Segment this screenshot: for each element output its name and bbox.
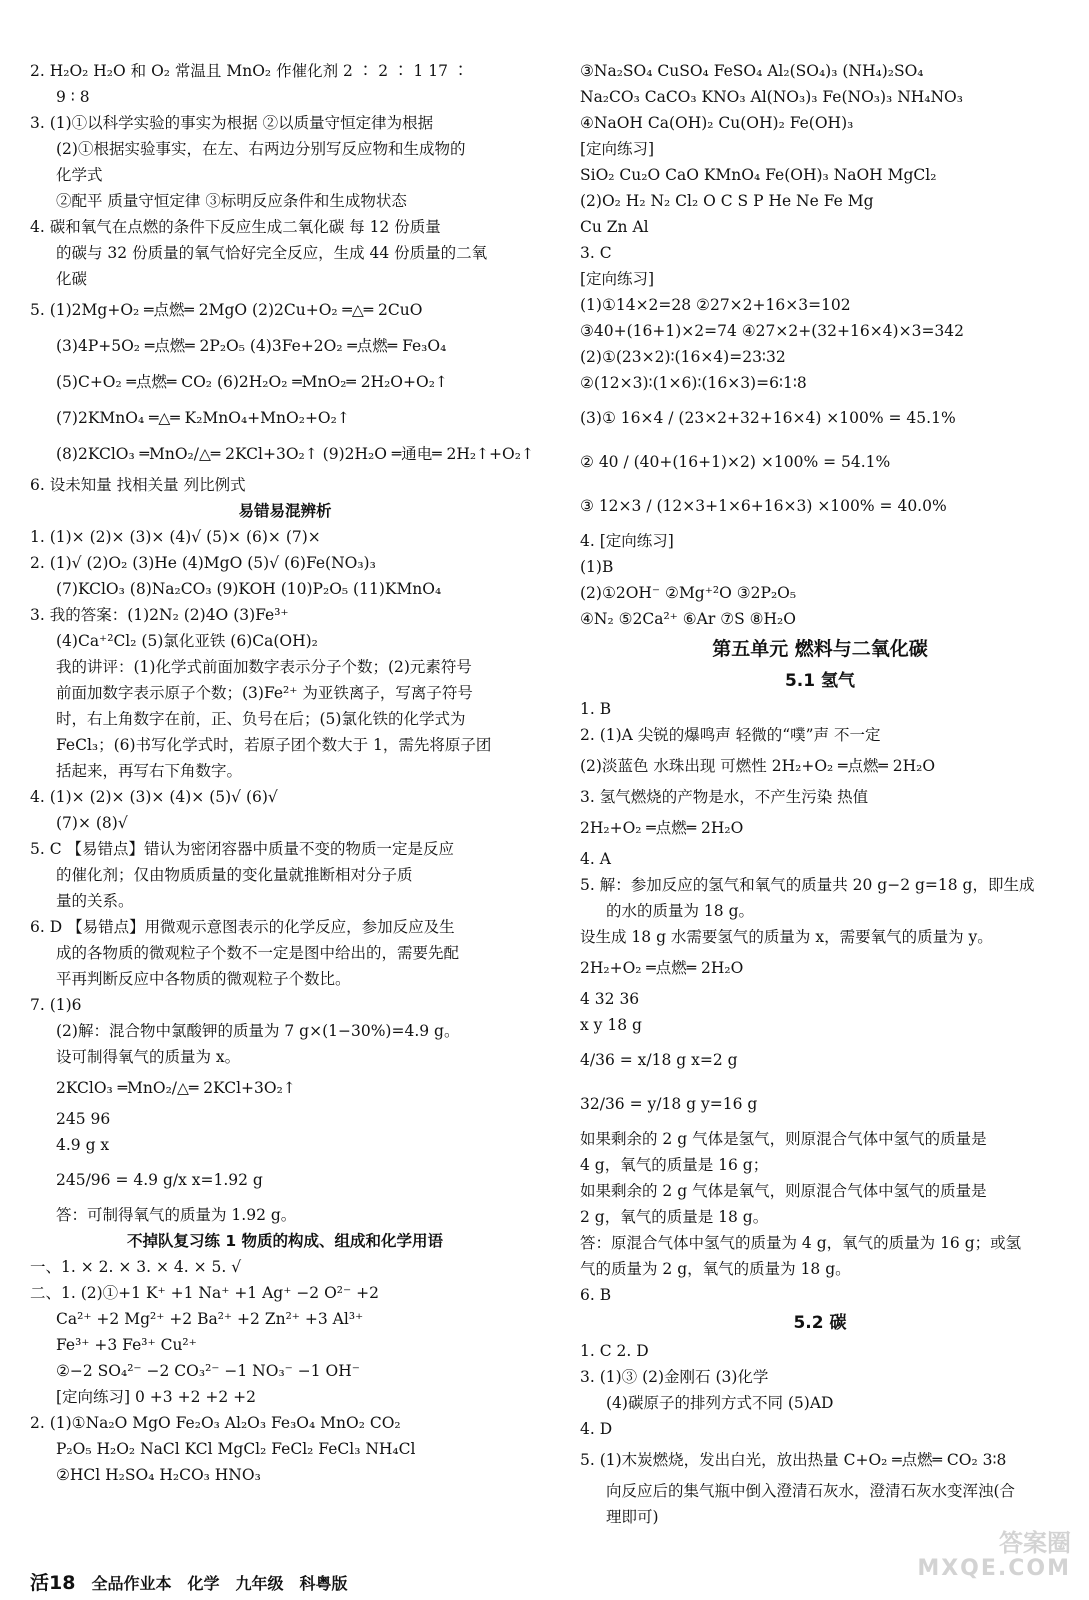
text-line: P₂O₅ H₂O₂ NaCl KCl MgCl₂ FeCl₂ FeCl₃ NH₄Cl xyxy=(56,1440,416,1458)
text-line: 答：原混合气体中氢气的质量为 4 g，氧气的质量为 16 g；或氢 xyxy=(580,1234,1022,1252)
text-line: 5. 解：参加反应的氢气和氧气的质量共 20 g−2 g=18 g，即生成 xyxy=(580,876,1035,894)
text-line: ②配平 质量守恒定律 ③标明反应条件和生成物状态 xyxy=(56,192,407,210)
text-line: 理即可) xyxy=(606,1508,659,1526)
text-line: 向反应后的集气瓶中倒入澄清石灰水，澄清石灰水变浑浊(合 xyxy=(606,1482,1016,1500)
text-line: 5.2 碳 xyxy=(793,1313,847,1333)
text-line: 6. 设未知量 找相关量 列比例式 xyxy=(30,476,246,494)
text-line: 2. (1)A 尖锐的爆鸣声 轻微的“噗”声 不一定 xyxy=(580,726,881,744)
text-line: 4. (1)× (2)× (3)× (4)× (5)√ (6)√ xyxy=(30,788,278,806)
text-line: 5. (1)2Mg+O₂ ═点燃═ 2MgO (2)2Cu+O₂ ═△═ 2CuO xyxy=(30,301,423,319)
page-number: 活18 xyxy=(30,1572,76,1594)
text-line: 4. 碳和氧气在点燃的条件下反应生成二氧化碳 每 12 份质量 xyxy=(30,218,441,236)
site-watermark xyxy=(911,1530,1071,1588)
text-line: 二、1. (2)①+1 K⁺ +1 Na⁺ +1 Ag⁺ −2 O²⁻ +2 xyxy=(30,1284,379,1302)
watermark-domain: MXQE.COM xyxy=(917,1556,1071,1581)
text-line: 设可制得氧气的质量为 x。 xyxy=(56,1048,241,1066)
text-line: (5)C+O₂ ═点燃═ CO₂ (6)2H₂O₂ ═MnO₂═ 2H₂O+O₂↑ xyxy=(56,373,448,391)
watermark-text: 答案圈 xyxy=(999,1529,1071,1557)
text-line: (8)2KClO₃ ═MnO₂/△═ 2KCl+3O₂↑ (9)2H₂O ═通电═ 2H₂↑+O₂↑ xyxy=(56,445,534,463)
text-line: 括起来，再写右下角数字。 xyxy=(56,762,243,780)
text-line: 如果剩余的 2 g 气体是氧气，则原混合气体中氢气的质量是 xyxy=(580,1182,987,1200)
text-line: 2. (1)√ (2)O₂ (3)He (4)MgO (5)√ (6)Fe(NO₃)₃ xyxy=(30,554,376,572)
text-line: 时，右上角数字在前，正、负号在后；(5)氯化铁的化学式为 xyxy=(56,710,466,728)
text-line: 不掉队复习练 1 物质的构成、组成和化学用语 xyxy=(126,1232,444,1250)
left-column xyxy=(30,58,540,1488)
text-line: 32/36 = y/18 g y=16 g xyxy=(580,1095,758,1113)
text-line: 4. A xyxy=(580,850,611,868)
text-line: (2)淡蓝色 水珠出现 可燃性 2H₂+O₂ ═点燃═ 2H₂O xyxy=(580,757,936,775)
text-line: (1)①14×2=28 ②27×2+16×3=102 xyxy=(580,296,851,314)
text-line: Ca²⁺ +2 Mg²⁺ +2 Ba²⁺ +2 Zn²⁺ +3 Al³⁺ xyxy=(56,1310,364,1328)
text-line: (3)4P+5O₂ ═点燃═ 2P₂O₅ (4)3Fe+2O₂ ═点燃═ Fe₃O₄ xyxy=(56,337,447,355)
text-line: 3. 我的答案：(1)2N₂ (2)4O (3)Fe³⁺ xyxy=(30,606,289,624)
text-line: 第五单元 燃料与二氧化碳 xyxy=(712,638,928,660)
text-line: 平再判断反应中各物质的微观粒子个数比。 xyxy=(56,970,351,988)
text-line: 6. B xyxy=(580,1286,612,1304)
text-line: 4. [定向练习] xyxy=(580,532,674,550)
text-line: (2)①2OH⁻ ②Mg⁺²O ③2P₂O₅ xyxy=(580,584,797,602)
text-line: 7. (1)6 xyxy=(30,996,82,1014)
text-line: 2H₂+O₂ ═点燃═ 2H₂O xyxy=(580,959,744,977)
book-title: 全品作业本 xyxy=(91,1574,172,1593)
text-line: (7)KClO₃ (8)Na₂CO₃ (9)KOH (10)P₂O₅ (11)KMnO₄ xyxy=(56,580,442,598)
text-line: [定向练习] xyxy=(580,270,655,288)
text-line: (4)Ca⁺²Cl₂ (5)氯化亚铁 (6)Ca(OH)₂ xyxy=(56,632,318,650)
text-line: 3. C xyxy=(580,244,612,262)
text-line: 1. C 2. D xyxy=(580,1342,649,1360)
text-line: ③ 12×3 / (12×3+1×6+16×3) ×100% = 40.0% xyxy=(580,497,947,515)
text-line: 6. D 【易错点】用微观示意图表示的化学反应，参加反应及生 xyxy=(30,918,455,936)
text-line: 2H₂+O₂ ═点燃═ 2H₂O xyxy=(580,819,744,837)
text-line: 答：可制得氧气的质量为 1.92 g。 xyxy=(56,1206,297,1224)
text-line: [定向练习] xyxy=(580,140,655,158)
text-line: 3. (1)①以科学实验的事实为根据 ②以质量守恒定律为根据 xyxy=(30,114,434,132)
text-line: x y 18 g xyxy=(580,1016,642,1034)
text-line: 如果剩余的 2 g 气体是氢气，则原混合气体中氢气的质量是 xyxy=(580,1130,987,1148)
text-line: 设生成 18 g 水需要氢气的质量为 x，需要氧气的质量为 y。 xyxy=(580,928,993,946)
text-line: (2)O₂ H₂ N₂ Cl₂ O C S P He Ne Fe Mg xyxy=(580,192,874,210)
text-line: ④NaOH Ca(OH)₂ Cu(OH)₂ Fe(OH)₃ xyxy=(580,114,854,132)
text-line: 我的讲评：(1)化学式前面加数字表示分子个数；(2)元素符号 xyxy=(56,658,472,676)
text-line: ②HCl H₂SO₄ H₂CO₃ HNO₃ xyxy=(56,1466,261,1484)
text-line: 9 ∶ 8 xyxy=(56,88,90,106)
text-line: 的催化剂；仅由物质质量的变化量就推断相对分子质 xyxy=(56,866,413,884)
text-line: (1)B xyxy=(580,558,614,576)
text-line: 成的各物质的微观粒子个数不一定是图中给出的，需要先配 xyxy=(56,944,460,962)
text-line: (7)× (8)√ xyxy=(56,814,128,832)
text-line: Cu Zn Al xyxy=(580,218,649,236)
text-line: (3)① 16×4 / (23×2+32+16×4) ×100% = 45.1% xyxy=(580,409,956,427)
text-line: 245 96 xyxy=(56,1110,111,1128)
text-line: (2)①(23×2)∶(16×4)=23∶32 xyxy=(580,348,786,366)
text-line: 2. (1)①Na₂O MgO Fe₂O₃ Al₂O₃ Fe₃O₄ MnO₂ CO₂ xyxy=(30,1414,401,1432)
text-line: 2 g，氧气的质量是 18 g。 xyxy=(580,1208,769,1226)
text-line: 3. 氢气燃烧的产物是水，不产生污染 热值 xyxy=(580,788,869,806)
text-line: (4)碳原子的排列方式不同 (5)AD xyxy=(606,1394,834,1412)
text-line: 3. (1)③ (2)金刚石 (3)化学 xyxy=(580,1368,769,1386)
text-line: ④N₂ ⑤2Ca²⁺ ⑥Ar ⑦S ⑧H₂O xyxy=(580,610,796,628)
text-line: 气的质量为 2 g，氧气的质量为 18 g。 xyxy=(580,1260,851,1278)
text-line: Na₂CO₃ CaCO₃ KNO₃ Al(NO₃)₃ Fe(NO₃)₃ NH₄NO₃ xyxy=(580,88,963,106)
text-line: ② 40 / (40+(16+1)×2) ×100% = 54.1% xyxy=(580,453,891,471)
text-line: 化学式 xyxy=(56,166,103,184)
text-line: ③40+(16+1)×2=74 ④27×2+(32+16×4)×3=342 xyxy=(580,322,965,340)
grade-label: 九年级 xyxy=(235,1574,284,1593)
text-line: ②(12×3)∶(1×6)∶(16×3)=6∶1∶8 xyxy=(580,374,807,392)
text-line: 的碳与 32 份质量的氧气恰好完全反应，生成 44 份质量的二氧 xyxy=(56,244,488,262)
text-line: 4/36 = x/18 g x=2 g xyxy=(580,1051,738,1069)
subject-label: 化学 xyxy=(187,1574,220,1593)
text-line: SiO₂ Cu₂O CaO KMnO₄ Fe(OH)₃ NaOH MgCl₂ xyxy=(580,166,937,184)
text-line: 2. H₂O₂ H₂O 和 O₂ 常温且 MnO₂ 作催化剂 2 ∶ 2 ∶ 1 17 ∶ xyxy=(30,62,469,80)
text-line: [定向练习] 0 +3 +2 +2 +2 xyxy=(56,1388,256,1406)
text-line: Fe³⁺ +3 Fe³⁺ Cu²⁺ xyxy=(56,1336,197,1354)
text-line: ③Na₂SO₄ CuSO₄ FeSO₄ Al₂(SO₄)₃ (NH₄)₂SO₄ xyxy=(580,62,924,80)
text-line: 4 g，氧气的质量是 16 g； xyxy=(580,1156,769,1174)
text-line: 4.9 g x xyxy=(56,1136,110,1154)
text-line: 前面加数字表示原子个数；(3)Fe²⁺ 为亚铁离子，写离子符号 xyxy=(56,684,473,702)
text-line: 量的关系。 xyxy=(56,892,134,910)
text-line: 4 32 36 xyxy=(580,990,640,1008)
text-line: 一、1. × 2. × 3. × 4. × 5. √ xyxy=(30,1258,242,1276)
text-line: ②−2 SO₄²⁻ −2 CO₃²⁻ −1 NO₃⁻ −1 OH⁻ xyxy=(56,1362,360,1380)
text-line: 5.1 氢气 xyxy=(784,671,856,691)
page-footer xyxy=(30,1568,348,1595)
text-line: (2)①根据实验事实，在左、右两边分别写反应物和生成物的 xyxy=(56,140,466,158)
text-line: 4. D xyxy=(580,1420,613,1438)
text-line: 5. C 【易错点】错认为密闭容器中质量不变的物质一定是反应 xyxy=(30,840,455,858)
edition-label: 科粤版 xyxy=(299,1574,348,1593)
text-line: 易错易混辨析 xyxy=(238,502,332,520)
right-column xyxy=(580,58,1060,1530)
text-line: 的水的质量为 18 g。 xyxy=(606,902,754,920)
text-line: 1. B xyxy=(580,700,612,718)
text-line: 1. (1)× (2)× (3)× (4)√ (5)× (6)× (7)× xyxy=(30,528,321,546)
text-line: 化碳 xyxy=(56,270,88,288)
text-line: (2)解：混合物中氯酸钾的质量为 7 g×(1−30%)=4.9 g。 xyxy=(56,1022,460,1040)
text-line: 2KClO₃ ═MnO₂/△═ 2KCl+3O₂↑ xyxy=(56,1079,296,1097)
text-line: (7)2KMnO₄ ═△═ K₂MnO₄+MnO₂+O₂↑ xyxy=(56,409,350,427)
text-line: 245/96 = 4.9 g/x x=1.92 g xyxy=(56,1171,263,1189)
text-line: FeCl₃；(6)书写化学式时，若原子团个数大于 1，需先将原子团 xyxy=(56,736,492,754)
text-line: 5. (1)木炭燃烧，发出白光，放出热量 C+O₂ ═点燃═ CO₂ 3∶8 xyxy=(580,1451,1007,1469)
